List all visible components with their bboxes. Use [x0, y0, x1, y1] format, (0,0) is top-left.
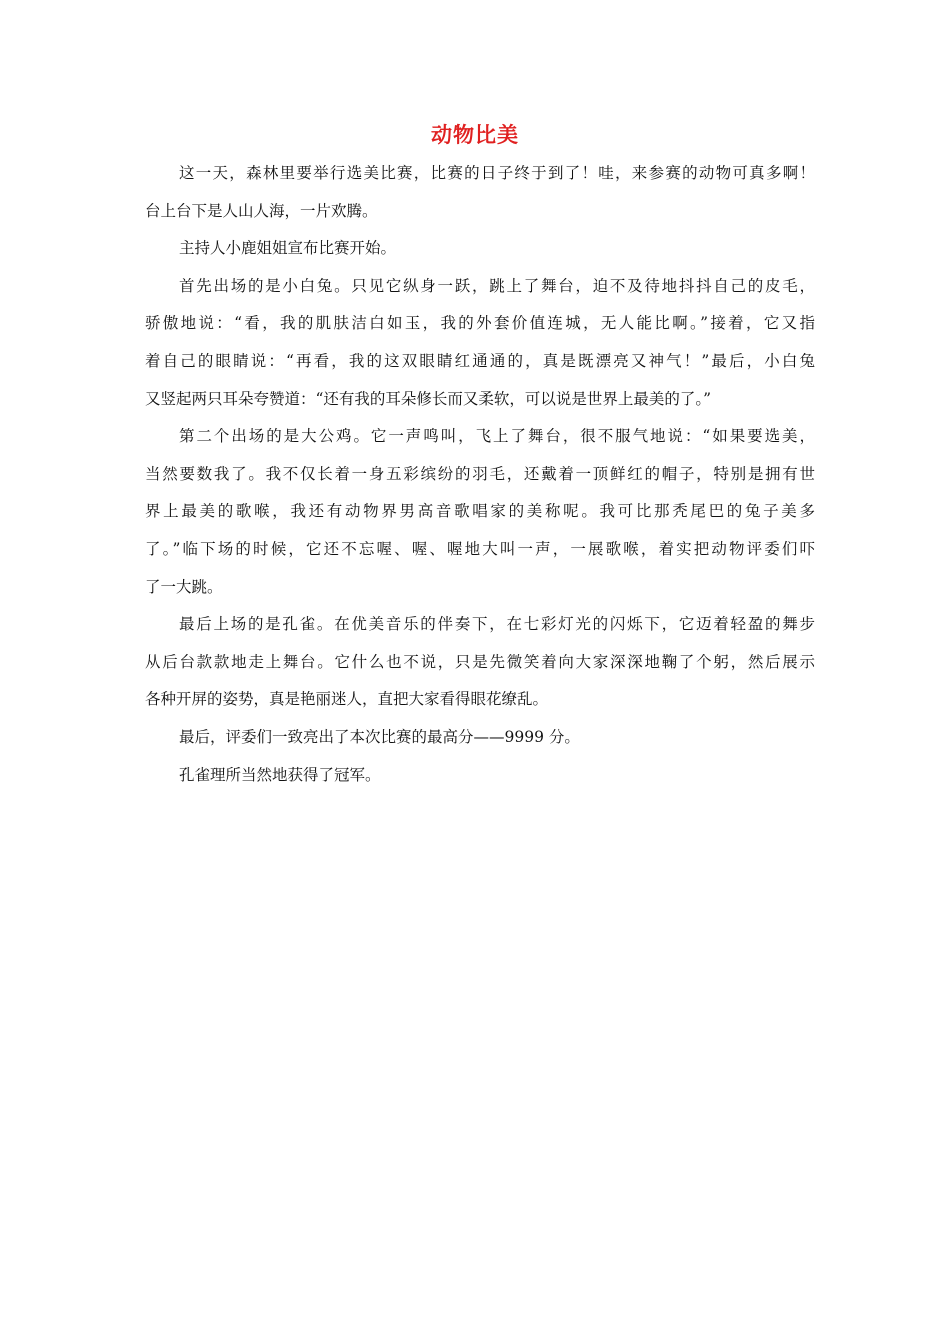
text-line: 了。”临下场的时候，它还不忘喔、喔、喔地大叫一声，一展歌喉，着实把动物评委们吓 — [145, 539, 815, 558]
text-line: 各种开屏的姿势，真是艳丽迷人，直把大家看得眼花缭乱。 — [145, 690, 549, 709]
text-line: 最后，评委们一致亮出了本次比赛的最高分——9999 分。 — [179, 727, 580, 746]
text-line: 当然要数我了。我不仅长着一身五彩缤纷的羽毛，还戴着一顶鲜红的帽子，特别是拥有世 — [145, 464, 815, 483]
document-title: 动物比美 — [431, 123, 519, 147]
text-line: 第二个出场的是大公鸡。它一声鸣叫，飞上了舞台，很不服气地说：“如果要选美， — [179, 427, 815, 446]
text-line: 骄傲地说：“看，我的肌肤洁白如玉，我的外套价值连城，无人能比啊。”接着，它又指 — [145, 314, 815, 333]
text-line: 着自己的眼睛说：“再看，我的这双眼睛红通通的，真是既漂亮又神气！”最后，小白兔 — [145, 351, 815, 370]
text-line: 主持人小鹿姐姐宣布比赛开始。 — [179, 239, 397, 258]
text-line: 了一大跳。 — [145, 577, 223, 596]
text-line: 界上最美的歌喉，我还有动物界男高音歌唱家的美称呢。我可比那秃尾巴的兔子美多 — [145, 502, 815, 521]
text-line: 孔雀理所当然地获得了冠军。 — [179, 765, 381, 784]
text-line: 最后上场的是孔雀。在优美音乐的伴奏下，在七彩灯光的闪烁下，它迈着轻盈的舞步 — [179, 615, 815, 634]
text-line: 从后台款款地走上舞台。它什么也不说，只是先微笑着向大家深深地鞠了个躬，然后展示 — [145, 652, 815, 671]
text-line: 这一天，森林里要举行选美比赛，比赛的日子终于到了！哇，来参赛的动物可真多啊！ — [179, 164, 815, 182]
text-line: 又竖起两只耳朵夸赞道：“还有我的耳朵修长而又柔软，可以说是世界上最美的了。” — [145, 389, 712, 408]
text-line: 首先出场的是小白兔。只见它纵身一跃，跳上了舞台，迫不及待地抖抖自己的皮毛， — [179, 276, 815, 295]
story-body — [145, 158, 815, 797]
text-line: 台上台下是人山人海，一片欢腾。 — [145, 201, 378, 220]
